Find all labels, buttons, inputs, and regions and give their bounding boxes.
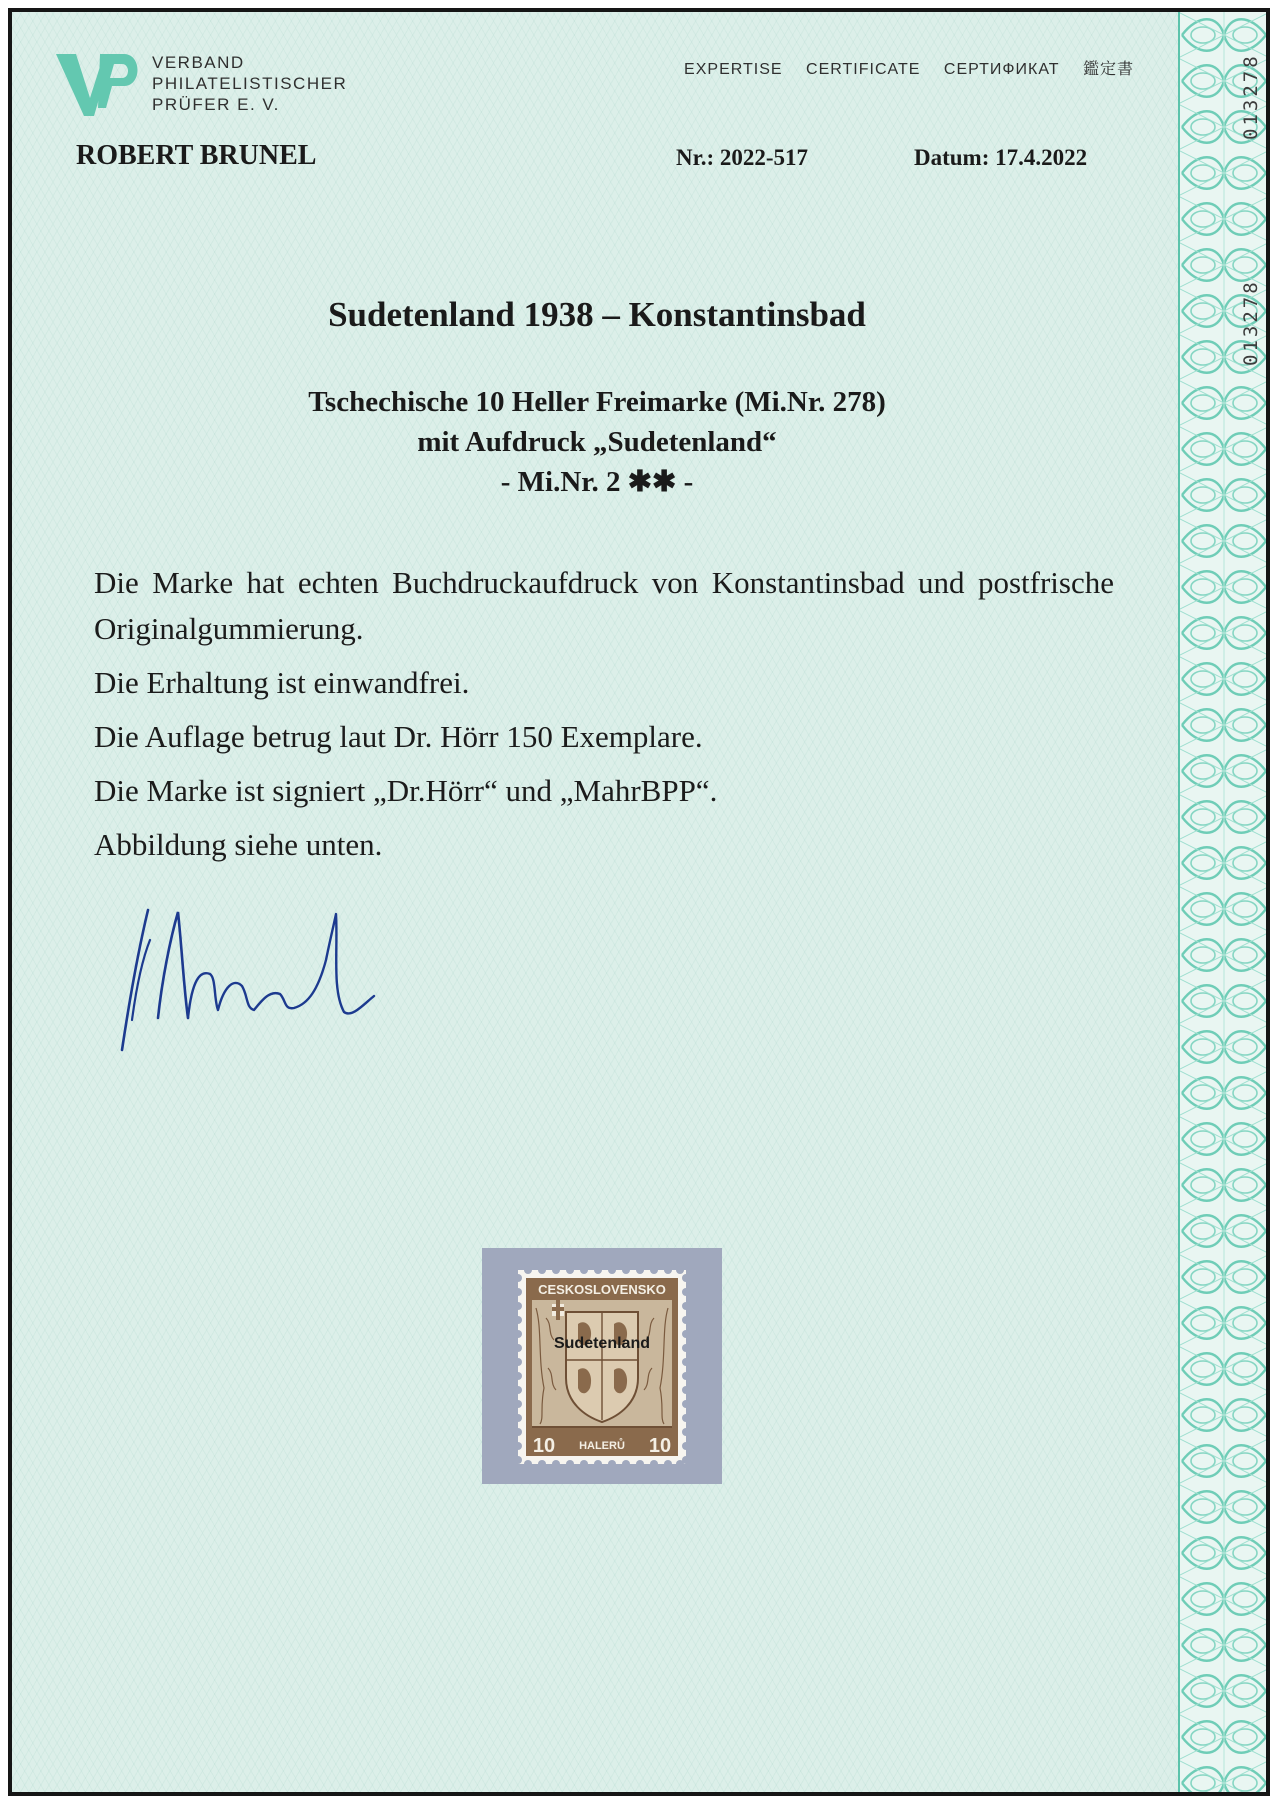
stamp-currency: HALERŮ <box>579 1440 625 1452</box>
stamp-value-left: 10 <box>532 1435 556 1457</box>
body-paragraph: Die Erhaltung ist einwandfrei. <box>94 665 470 700</box>
examiner-name: ROBERT BRUNEL <box>76 140 317 171</box>
title-word: СЕРТИФИКАТ <box>943 61 1060 78</box>
certificate-title <box>666 56 1134 79</box>
body-paragraph: Die Marke hat echten Buchdruckaufdruck von Konstantinsbad und postfrische Originalgummierung. <box>94 565 1114 646</box>
certificate-number: Nr.: 2022-517 <box>676 145 809 170</box>
stamp-image <box>482 1248 722 1484</box>
handwritten-signature <box>112 900 382 1065</box>
org-line: PHILATELISTISCHER <box>152 74 348 93</box>
stamp-value-right: 10 <box>648 1435 672 1457</box>
body-paragraph: Die Auflage betrug laut Dr. Hörr 150 Exemplare. <box>94 719 703 754</box>
org-line: VERBAND <box>152 53 245 72</box>
certificate-body <box>94 560 1114 876</box>
title-word: CERTIFICATE <box>806 61 921 78</box>
title-word: EXPERTISE <box>684 61 783 78</box>
serial-number-middle: 013278 <box>1240 279 1262 366</box>
main-heading: Sudetenland 1938 – Konstantinsbad <box>328 295 866 334</box>
org-line: PRÜFER E. V. <box>152 95 280 114</box>
sub-line: - Mi.Nr. 2 ✱✱ - <box>500 466 694 498</box>
certificate-date: Datum: 17.4.2022 <box>914 145 1088 170</box>
sub-line: Tschechische 10 Heller Freimarke (Mi.Nr. 278) <box>308 386 886 418</box>
sub-line: mit Aufdruck „Sudetenland“ <box>417 426 777 458</box>
serial-number-top: 013278 <box>1240 53 1262 140</box>
vp-logo <box>54 50 142 125</box>
organization-name <box>152 52 347 115</box>
certificate <box>8 8 1270 1796</box>
stamp-country-label: CESKOSLOVENSKO <box>538 1282 666 1297</box>
sub-heading <box>12 382 1182 502</box>
body-paragraph: Abbildung siehe unten. <box>94 827 383 862</box>
title-word: 鑑定書 <box>1082 61 1134 78</box>
stamp-overprint: Sudetenland <box>553 1335 651 1352</box>
body-paragraph: Die Marke ist signiert „Dr.Hörr“ und „MahrBPP“. <box>94 773 718 808</box>
